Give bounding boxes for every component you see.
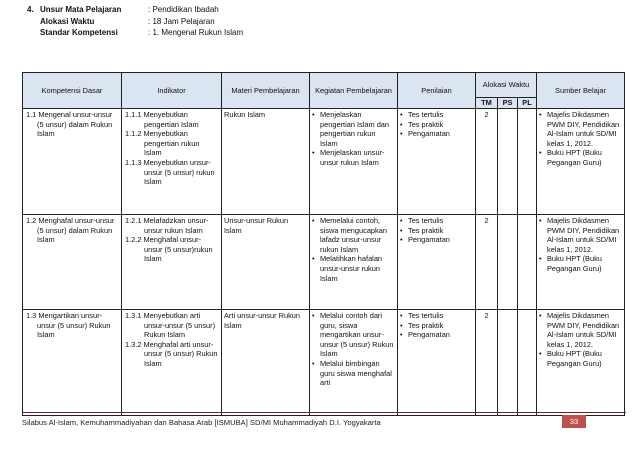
footer-text: Silabus Al-Islam, Kemuhammadiyahan dan Bahasa Arab [ISMUBA] SD/MI Muhammadiyah D.I. Yogyakarta xyxy=(22,418,381,427)
indikator-item: 1.3.1 Menyebutkan arti unsur-unsur (5 unsur) Rukun Islam xyxy=(125,311,216,340)
indikator-item: 1.1.3 Menyebutkan unsur-unsur (5 unsur) rukun Islam xyxy=(125,157,215,187)
cell-tm: 2 xyxy=(476,109,498,215)
cell-tm: 2 xyxy=(476,310,498,416)
header-sumber: Sumber Belajar xyxy=(537,73,625,109)
cell-kegiatan xyxy=(310,310,398,416)
sumber-item: • Majelis Dikdasmen PWM DIY, Pendidikan Al-Islam untuk SD/MI kelas 1, 2012. xyxy=(539,216,622,254)
header-materi: Materi Pembelajaran xyxy=(222,73,310,109)
header-value: : 18 Jam Pelajaran xyxy=(148,16,215,26)
cell-penilaian xyxy=(398,109,476,215)
cell-ps xyxy=(498,109,518,215)
sumber-item: • Buku HPT (Buku Pegangan Guru) xyxy=(539,349,622,368)
header-value: : 1. Mengenal Rukun Islam xyxy=(148,28,244,37)
cell-penilaian xyxy=(398,215,476,310)
section-number: 4. xyxy=(27,5,34,14)
cell-tm: 2 xyxy=(476,215,498,310)
kegiatan-item: • Melalui contoh dari guru, siswa mengartikan unsur-unsur (5 unsur) Rukun Islam xyxy=(312,311,395,359)
cell-sumber xyxy=(537,109,625,215)
cell-ps xyxy=(498,215,518,310)
syllabus-table xyxy=(22,72,625,416)
kegiatan-item: • Melalui bimbingan guru siswa menghafal arti xyxy=(312,359,395,388)
penilaian-item: • Tes tertulis xyxy=(400,311,473,321)
cell-pl xyxy=(518,109,537,215)
header-tm: TM xyxy=(476,98,498,109)
sumber-item: • Buku HPT (Buku Pegangan Guru) xyxy=(539,148,622,167)
table-row xyxy=(23,310,625,416)
sumber-item: • Majelis Dikdasmen PWM DIY, Pendidikan Al-Islam untuk SD/MI kelas 1, 2012. xyxy=(539,311,622,349)
penilaian-item: • Tes praktik xyxy=(400,120,473,130)
kegiatan-item: • Menjelaskan unsur-unsur rukun Islam xyxy=(312,148,395,167)
indikator-item: 1.2.2 Menghafal unsur-unsur (5 unsur)rukun Islam xyxy=(125,235,213,264)
indikator-item: 1.1.2 Menyebutkan pengertian rukun Islam xyxy=(125,129,200,158)
cell-pl xyxy=(518,215,537,310)
indikator-item: 1.3.2 Menghafal arti unsur-unsur (5 unsur) Rukun Islam xyxy=(125,339,218,368)
header-penilaian: Penilaian xyxy=(398,73,476,109)
header-value: : Pendidikan Ibadah xyxy=(148,5,219,14)
header-alokasi: Alokasi Waktu xyxy=(476,73,537,98)
header-kegiatan: Kegiatan Pembelajaran xyxy=(310,73,398,109)
page-number: 33 xyxy=(562,415,586,428)
document-header xyxy=(27,4,243,39)
cell-kegiatan xyxy=(310,215,398,310)
header-label: Unsur Mata Pelajaran xyxy=(40,5,122,14)
kegiatan-item: • Menjelaskan pengertian Islam dan pengertian rukun Islam xyxy=(312,110,395,148)
kegiatan-item: • Memelalui contoh, siswa mengucapkan lafadz unsur-unsur rukun Islam xyxy=(312,216,395,254)
cell-penilaian xyxy=(398,310,476,416)
indikator-item: 1.2.1 Melafadzkan unsur-unsur rukun Islam xyxy=(125,216,209,235)
cell-kd: 1.2 Menghafal unsur-unsur (5 unsur) dalam Rukun Islam xyxy=(23,215,122,310)
kegiatan-item: • Melatihkan hafalan unsur-unsur rukun Islam xyxy=(312,254,395,283)
cell-kd: 1.1 Mengenal unsur-unsur (5 unsur) dalam Rukun Islam xyxy=(23,109,122,215)
header-kompetensi-dasar: Kompetensi Dasar xyxy=(23,73,122,109)
cell-materi: Arti unsur-unsur Rukun Islam xyxy=(222,310,310,416)
header-indikator: Indikator xyxy=(122,73,222,109)
cell-pl xyxy=(518,310,537,416)
cell-materi: Rukun Islam xyxy=(222,109,310,215)
header-label: Standar Kompetensi xyxy=(40,28,118,37)
footer-divider xyxy=(22,412,626,413)
cell-indikator xyxy=(122,109,222,215)
header-pl: PL xyxy=(518,98,537,109)
table-row xyxy=(23,215,625,310)
indikator-item: 1.1.1 Menyebutkan pengertian Islam xyxy=(125,110,199,129)
cell-indikator xyxy=(122,310,222,416)
cell-kegiatan xyxy=(310,109,398,215)
sumber-item: • Majelis Dikdasmen PWM DIY, Pendidikan Al-Islam untuk SD/MI kelas 1, 2012. xyxy=(539,110,622,148)
penilaian-item: • Tes praktik xyxy=(400,321,473,331)
penilaian-item: • Tes tertulis xyxy=(400,110,473,120)
penilaian-item: • Pengamatan xyxy=(400,330,473,340)
cell-kd: 1.3 Mengartikan unsur-unsur (5 unsur) Rukun Islam xyxy=(23,310,122,416)
cell-ps xyxy=(498,310,518,416)
sumber-item: • Buku HPT (Buku Pegangan Guru) xyxy=(539,254,622,273)
penilaian-item: • Pengamatan xyxy=(400,235,473,245)
table-row xyxy=(23,109,625,215)
header-label: Alokasi Waktu xyxy=(40,16,95,26)
header-row xyxy=(27,27,243,39)
header-ps: PS xyxy=(498,98,518,109)
header-row xyxy=(27,4,243,16)
penilaian-item: • Tes tertulis xyxy=(400,216,473,226)
cell-sumber xyxy=(537,310,625,416)
header-row xyxy=(27,16,243,28)
cell-indikator xyxy=(122,215,222,310)
penilaian-item: • Tes praktik xyxy=(400,226,473,236)
cell-materi: Unsur-unsur Rukun Islam xyxy=(222,215,310,310)
cell-sumber xyxy=(537,215,625,310)
penilaian-item: • Pengamatan xyxy=(400,129,473,139)
